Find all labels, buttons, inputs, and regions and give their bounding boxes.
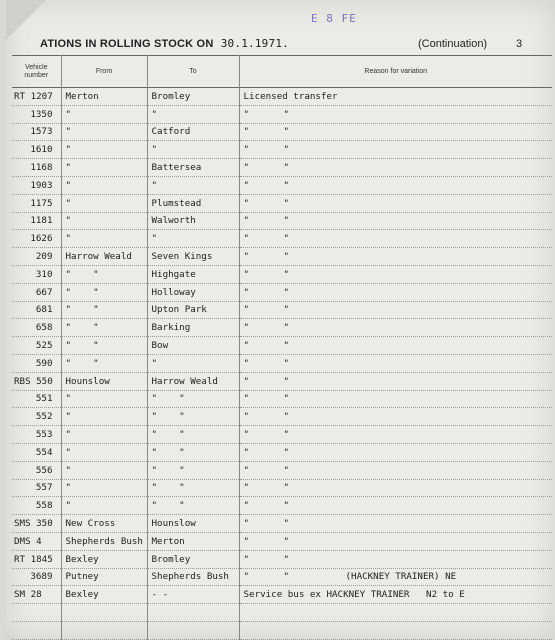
- from-cell: " ": [61, 337, 147, 355]
- reason-cell: [239, 479, 552, 497]
- table-row: [12, 426, 552, 444]
- reason-part: ": [283, 535, 290, 547]
- to-cell: Shepherds Bush: [147, 568, 239, 586]
- reason-cell: [239, 586, 552, 604]
- reason-cell: [239, 337, 552, 355]
- reason-part: ": [243, 500, 250, 512]
- reason-part: ": [243, 197, 250, 209]
- table-row: [12, 497, 552, 515]
- reason-part: ": [283, 482, 290, 494]
- to-cell: " ": [147, 497, 239, 515]
- table-row: [12, 408, 552, 426]
- reason-part: ": [283, 393, 290, 405]
- to-cell: Seven Kings: [147, 248, 239, 266]
- reason-part: ": [283, 375, 290, 387]
- title-date: 30.1.1971.: [220, 37, 289, 50]
- empty-cell: [147, 622, 239, 640]
- header-vehicle-line2: number: [24, 71, 49, 79]
- to-cell: Barking: [147, 319, 239, 337]
- from-cell: Putney: [61, 568, 147, 586]
- from-cell: Harrow Weald: [61, 248, 147, 266]
- table-row: [12, 141, 552, 159]
- reason-part: ": [283, 446, 290, 458]
- from-cell: ": [61, 443, 147, 461]
- to-cell: Highgate: [147, 265, 239, 283]
- from-cell: ": [61, 194, 147, 212]
- from-cell: " ": [61, 265, 147, 283]
- reason-cell: [239, 159, 552, 177]
- reason-cell: [239, 88, 552, 106]
- reason-part: ": [243, 518, 250, 530]
- reason-cell: [239, 319, 552, 337]
- table-row: [12, 105, 552, 123]
- empty-cell: [12, 622, 61, 640]
- vehicle-cell: 557: [12, 479, 61, 497]
- reason-cell: [239, 568, 552, 586]
- empty-cell: [61, 604, 147, 622]
- table-row: [12, 319, 552, 337]
- reason-part: ": [283, 215, 290, 227]
- from-cell: ": [61, 159, 147, 177]
- reason-part: ": [243, 393, 250, 405]
- reason-part: ": [243, 553, 250, 565]
- table-row: [12, 159, 552, 177]
- from-cell: ": [61, 408, 147, 426]
- vehicle-cell: 1350: [12, 105, 61, 123]
- from-cell: ": [61, 479, 147, 497]
- from-cell: ": [61, 141, 147, 159]
- reason-cell: [239, 123, 552, 141]
- from-cell: " ": [61, 319, 147, 337]
- from-cell: Shepherds Bush: [61, 532, 147, 550]
- vehicle-cell: 1573: [12, 123, 61, 141]
- empty-cell: [239, 622, 552, 640]
- table-row: [12, 515, 552, 533]
- page-number: 3: [516, 38, 523, 50]
- reason-part: ": [283, 251, 290, 263]
- reason-part: ": [283, 268, 290, 280]
- continuation-label: (Continuation): [418, 38, 488, 50]
- vehicle-cell: RBS 550: [12, 372, 61, 390]
- vehicle-cell: 3689: [12, 568, 61, 586]
- vehicle-cell: 1903: [12, 176, 61, 194]
- header-vehicle: [12, 56, 61, 88]
- reason-part: ": [283, 126, 290, 138]
- reason-part: ": [283, 197, 290, 209]
- reason-part: ": [283, 108, 290, 120]
- to-cell: Hounslow: [147, 515, 239, 533]
- reason-part: ": [283, 429, 290, 441]
- to-cell: " ": [147, 426, 239, 444]
- empty-row: [12, 604, 552, 622]
- reason-cell: [239, 176, 552, 194]
- reason-cell: [239, 443, 552, 461]
- reason-part: ": [283, 553, 290, 565]
- reason-part: ": [283, 179, 290, 191]
- reason-part: ": [283, 162, 290, 174]
- reason-cell: [239, 105, 552, 123]
- reason-cell: [239, 372, 552, 390]
- vehicle-cell: 553: [12, 426, 61, 444]
- reason-cell: [239, 194, 552, 212]
- reason-part: ": [243, 446, 250, 458]
- reason-part: ": [243, 162, 250, 174]
- reason-cell: [239, 248, 552, 266]
- from-cell: ": [61, 497, 147, 515]
- reason-part: ": [243, 286, 250, 298]
- to-cell: Battersea: [147, 159, 239, 177]
- vehicle-cell: 681: [12, 301, 61, 319]
- vehicle-cell: RT 1845: [12, 550, 61, 568]
- reason-part: ": [283, 500, 290, 512]
- reason-cell: [239, 230, 552, 248]
- vehicle-cell: 590: [12, 354, 61, 372]
- to-cell: Bromley: [147, 550, 239, 568]
- reason-cell: [239, 461, 552, 479]
- torn-corner: [6, 0, 46, 40]
- table-row: [12, 586, 552, 604]
- title-text: ATIONS IN ROLLING STOCK ON: [40, 38, 214, 50]
- reason-part: ": [243, 571, 250, 583]
- to-cell: Holloway: [147, 283, 239, 301]
- vehicle-cell: 1610: [12, 141, 61, 159]
- table-row: [12, 283, 552, 301]
- table-row: [12, 88, 552, 106]
- reason-part: ": [243, 108, 250, 120]
- from-cell: Hounslow: [61, 372, 147, 390]
- reason-cell: [239, 390, 552, 408]
- from-cell: ": [61, 390, 147, 408]
- table-row: [12, 532, 552, 550]
- from-cell: Merton: [61, 88, 147, 106]
- from-cell: ": [61, 212, 147, 230]
- from-cell: " ": [61, 354, 147, 372]
- variations-table: [12, 55, 552, 640]
- to-cell: ": [147, 176, 239, 194]
- reason-cell: [239, 497, 552, 515]
- vehicle-cell: SM 28: [12, 586, 61, 604]
- table-header-row: [12, 56, 552, 88]
- to-cell: ": [147, 230, 239, 248]
- reason-cell: [239, 283, 552, 301]
- header-from: From: [61, 56, 147, 88]
- table-row: [12, 461, 552, 479]
- reason-part: ": [243, 411, 250, 423]
- table-row: [12, 194, 552, 212]
- to-cell: - -: [147, 586, 239, 604]
- vehicle-cell: 667: [12, 283, 61, 301]
- to-cell: ": [147, 141, 239, 159]
- from-cell: " ": [61, 283, 147, 301]
- table-row: [12, 301, 552, 319]
- empty-row: [12, 622, 552, 640]
- to-cell: Catford: [147, 123, 239, 141]
- reason-part: ": [243, 340, 250, 352]
- vehicle-cell: 1626: [12, 230, 61, 248]
- reason-part: ": [283, 144, 290, 156]
- from-cell: " ": [61, 301, 147, 319]
- reason-part: ": [243, 251, 250, 263]
- reason-part: ": [243, 179, 250, 191]
- vehicle-cell: 556: [12, 461, 61, 479]
- reason-part: (HACKNEY TRAINER) NE: [345, 571, 457, 583]
- vehicle-cell: 209: [12, 248, 61, 266]
- reason-part: ": [283, 464, 290, 476]
- page-title: [40, 37, 289, 50]
- table-body: [12, 88, 552, 640]
- reason-part: ": [243, 429, 250, 441]
- reason-part: ": [243, 464, 250, 476]
- from-cell: ": [61, 230, 147, 248]
- table-row: [12, 248, 552, 266]
- reason-part: ": [283, 518, 290, 530]
- table-row: [12, 212, 552, 230]
- to-cell: ": [147, 105, 239, 123]
- from-cell: ": [61, 176, 147, 194]
- from-cell: ": [61, 123, 147, 141]
- reason-part: ": [243, 322, 250, 334]
- reason-cell: [239, 550, 552, 568]
- table-row: [12, 390, 552, 408]
- table-row: [12, 568, 552, 586]
- from-cell: ": [61, 461, 147, 479]
- reason-part: ": [283, 571, 290, 583]
- table-row: [12, 354, 552, 372]
- reason-part: ": [243, 215, 250, 227]
- table-row: [12, 443, 552, 461]
- reason-part: ": [243, 375, 250, 387]
- header-vehicle-line1: Vehicle: [24, 63, 48, 71]
- vehicle-cell: 310: [12, 265, 61, 283]
- from-cell: Bexley: [61, 550, 147, 568]
- from-cell: New Cross: [61, 515, 147, 533]
- vehicle-cell: DMS 4: [12, 532, 61, 550]
- reason-part: ": [243, 126, 250, 138]
- vehicle-cell: 1181: [12, 212, 61, 230]
- reason-cell: [239, 408, 552, 426]
- reason-cell: [239, 426, 552, 444]
- reason-part: ": [243, 268, 250, 280]
- to-cell: " ": [147, 479, 239, 497]
- reason-part: ": [283, 286, 290, 298]
- table-row: [12, 479, 552, 497]
- vehicle-cell: 552: [12, 408, 61, 426]
- reason-part: ": [243, 233, 250, 245]
- table-row: [12, 550, 552, 568]
- header-to: To: [147, 56, 239, 88]
- to-cell: " ": [147, 461, 239, 479]
- reason-part: ": [283, 340, 290, 352]
- received-stamp: E 8 FE: [311, 12, 357, 25]
- table-row: [12, 176, 552, 194]
- reason-part: ": [283, 233, 290, 245]
- table-row: [12, 230, 552, 248]
- to-cell: ": [147, 354, 239, 372]
- vehicle-cell: RT 1207: [12, 88, 61, 106]
- reason-part: Licensed transfer: [243, 90, 338, 102]
- reason-part: ": [243, 357, 250, 369]
- to-cell: Plumstead: [147, 194, 239, 212]
- reason-part: ": [243, 304, 250, 316]
- vehicle-cell: 558: [12, 497, 61, 515]
- reason-part: ": [283, 304, 290, 316]
- empty-cell: [61, 622, 147, 640]
- to-cell: Harrow Weald: [147, 372, 239, 390]
- reason-part: ": [243, 144, 250, 156]
- vehicle-cell: SMS 350: [12, 515, 61, 533]
- reason-cell: [239, 265, 552, 283]
- reason-part: Service bus ex HACKNEY TRAINER N2 to E: [243, 589, 465, 601]
- reason-cell: [239, 354, 552, 372]
- reason-cell: [239, 515, 552, 533]
- from-cell: ": [61, 105, 147, 123]
- reason-cell: [239, 301, 552, 319]
- vehicle-cell: 658: [12, 319, 61, 337]
- reason-part: ": [243, 535, 250, 547]
- to-cell: Walworth: [147, 212, 239, 230]
- to-cell: " ": [147, 390, 239, 408]
- to-cell: Upton Park: [147, 301, 239, 319]
- table-row: [12, 265, 552, 283]
- table-row: [12, 337, 552, 355]
- reason-cell: [239, 212, 552, 230]
- reason-cell: [239, 141, 552, 159]
- table-row: [12, 123, 552, 141]
- from-cell: ": [61, 426, 147, 444]
- header-reason: Reason for variation: [364, 67, 428, 75]
- reason-part: ": [283, 322, 290, 334]
- empty-cell: [12, 604, 61, 622]
- to-cell: Bromley: [147, 88, 239, 106]
- empty-cell: [147, 604, 239, 622]
- to-cell: Merton: [147, 532, 239, 550]
- to-cell: " ": [147, 408, 239, 426]
- reason-part: ": [283, 411, 290, 423]
- reason-cell: [239, 532, 552, 550]
- vehicle-cell: 525: [12, 337, 61, 355]
- empty-cell: [239, 604, 552, 622]
- table-row: [12, 372, 552, 390]
- vehicle-cell: 1175: [12, 194, 61, 212]
- from-cell: Bexley: [61, 586, 147, 604]
- vehicle-cell: 554: [12, 443, 61, 461]
- reason-part: ": [283, 357, 290, 369]
- to-cell: Bow: [147, 337, 239, 355]
- vehicle-cell: 551: [12, 390, 61, 408]
- to-cell: " ": [147, 443, 239, 461]
- reason-part: ": [243, 482, 250, 494]
- vehicle-cell: 1168: [12, 159, 61, 177]
